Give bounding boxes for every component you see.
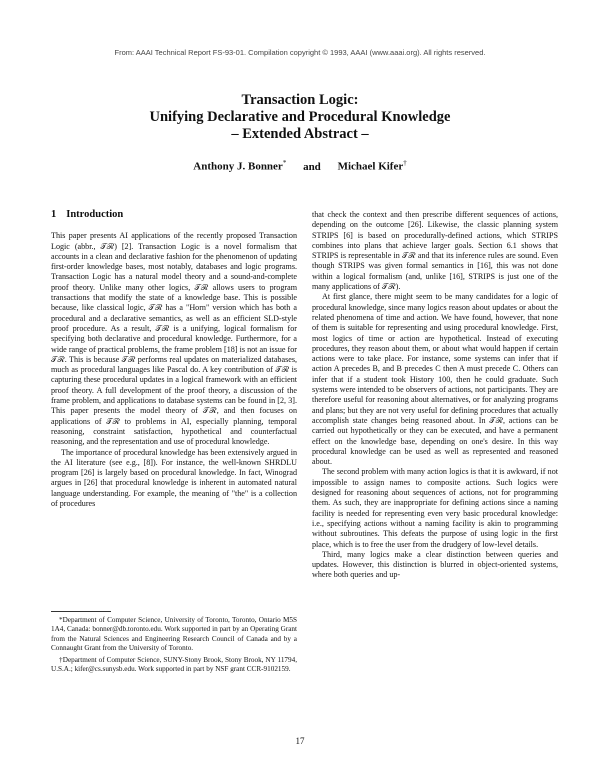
footnote-rule bbox=[51, 611, 111, 612]
author-connector: and bbox=[303, 160, 321, 173]
author-bonner: Anthony J. Bonner bbox=[193, 160, 283, 173]
copyright-header: From: AAAI Technical Report FS-93-01. Compilation copyright © 1993, AAAI (www.aaai.org). All rights reserved. bbox=[114, 48, 486, 57]
right-paragraph-2: At first glance, there might seem to be many candidates for a logic of procedural knowledge, since many logics reason about updates or about the related phenomena of time and action. We have found, however, that none of them is suitable for representing and using procedural knowledge. First, most logics of time or action are hypothetical. Instead of executing procedures, they reason about them, or about what would happen if certain actions were to take place. For instance, some systems can infer that if action A precedes B, and B precedes C then A must precede C. Others can infer that if a student took History 100, then he could graduate. Such systems were intended to be observers of actions, not participants. They are therefore useful for reasoning about alternatives, or for analyzing programs and plans; but they are not very useful for defining procedures that actually accomplish state changes being reasoned about. In 𝒯ℛ, actions can be carried out hypothetically or they can be executed, and have a permanent effect on the knowledge base, depending on one's desire. In this way procedural knowledge can be used as well as represented and reasoned about. bbox=[312, 292, 558, 467]
section-title: Introduction bbox=[66, 209, 124, 220]
footnotes bbox=[51, 611, 297, 678]
page-number: 17 bbox=[295, 736, 305, 746]
authors bbox=[0, 159, 600, 173]
footnote-kifer: †Department of Computer Science, SUNY-Stony Brook, Stony Brook, NY 11794, U.S.A.; kifer@cs.sunysb.edu. Work supported in part by NSF grant CCR-9102159. bbox=[51, 656, 297, 674]
left-paragraph-2: The importance of procedural knowledge has been extensively argued in the AI literature (see e.g., [8]). For instance, the well-known SHRDLU program [26] is largely based on procedural knowledge. In fact, Winograd argues in [26] that procedural knowledge is inherent in automated natural language understanding. For example, the meaning of "the" is a collection of procedures bbox=[51, 447, 297, 509]
right-paragraph-4: Third, many logics make a clear distinction between queries and updates. However, this distinction is blurred in object-oriented systems, where both queries and up- bbox=[312, 549, 558, 580]
left-paragraph-1: This paper presents AI applications of the recently proposed Transaction Logic (abbr., 𝒯ℛ) [2]. Transaction Logic is a novel formalism that accounts in a clean and declarative fashion for the phenomenon of updating first-order knowledge bases, most notably, databases and logic programs. Transaction Logic has a natural model theory and a sound-and-complete proof theory. Unlike many other logics, 𝒯ℛ allows users to program transactions that modify the state of a knowledge base. This is possible because, like classical logic, 𝒯ℛ has a "Horn" version which has both a procedural and a declarative semantics, as well as an efficient SLD-style proof procedure. As a result, 𝒯ℛ is a unifying, logical formalism for specifying both declarative and procedural knowledge. Furthermore, for a wide range of practical problems, the frame problem [18] is not an issue for 𝒯ℛ. This is because 𝒯ℛ performs real updates on materialized databases, much as procedural languages like Pascal do. A key contribution of 𝒯ℛ is capturing these procedural updates in a logical framework with an efficient proof theory. A full development of the proof theory, a discussion of the frame problem, and applications to database systems can be found in [2, 3]. This paper presents the model theory of 𝒯ℛ, and then focuses on applications of 𝒯ℛ to problems in AI, especially planning, temporal reasoning, constraint satisfaction, hypothetical and counterfactual reasoning, and the representation and use of procedural knowledge. bbox=[51, 231, 297, 447]
left-column bbox=[51, 205, 297, 509]
section-heading bbox=[51, 210, 297, 220]
footnote-bonner: *Department of Computer Science, University of Toronto, Toronto, Ontario M5S 1A4, Canada: bonner@db.toronto.edu. Work supported in part by an Operating Grant from the Natural Sciences and Engineering Research Council of Canada and by a Connaught Grant from the University of Toronto. bbox=[51, 616, 297, 652]
title-block bbox=[0, 92, 600, 143]
author-kifer: Michael Kifer bbox=[337, 160, 404, 173]
right-column bbox=[312, 210, 558, 581]
title-line-1: Transaction Logic: bbox=[241, 92, 359, 108]
right-paragraph-3: The second problem with many action logics is that it is awkward, if not impossible to assign names to composite actions. Such logics were designed for reasoning about sequences of actions, not for programming them. As such, they are inappropriate for defining actions since a naming facility is needed for representing even very basic procedural knowledge: i.e., specifying actions without a naming facility is akin to programming without subroutines. This defeats the purpose of using logic in the first place, which is to free the user from the drudgery of low-level details. bbox=[312, 467, 558, 549]
right-paragraph-1: that check the context and then prescribe different sequences of actions, depending on the outcome [26]. Likewise, the classic planning system STRIPS [6] is based on procedurally-defined actions, which STRIPS combines into plans that achieve larger goals. Section 6.1 shows that STRIPS is representable in 𝒯ℛ and that its inference rules are sound. Even though STRIPS was given formal semantics in [16], this was not done within a logical formalism (and, unlike [16], STRIPS is just one of the many applications of 𝒯ℛ). bbox=[312, 210, 558, 292]
author-footnote-mark-2: † bbox=[403, 159, 407, 167]
section-number: 1 bbox=[51, 209, 57, 220]
author-footnote-mark-1: * bbox=[282, 159, 287, 167]
title-line-2: Unifying Declarative and Procedural Knowledge bbox=[149, 109, 451, 125]
title-line-3: – Extended Abstract – bbox=[231, 126, 369, 142]
